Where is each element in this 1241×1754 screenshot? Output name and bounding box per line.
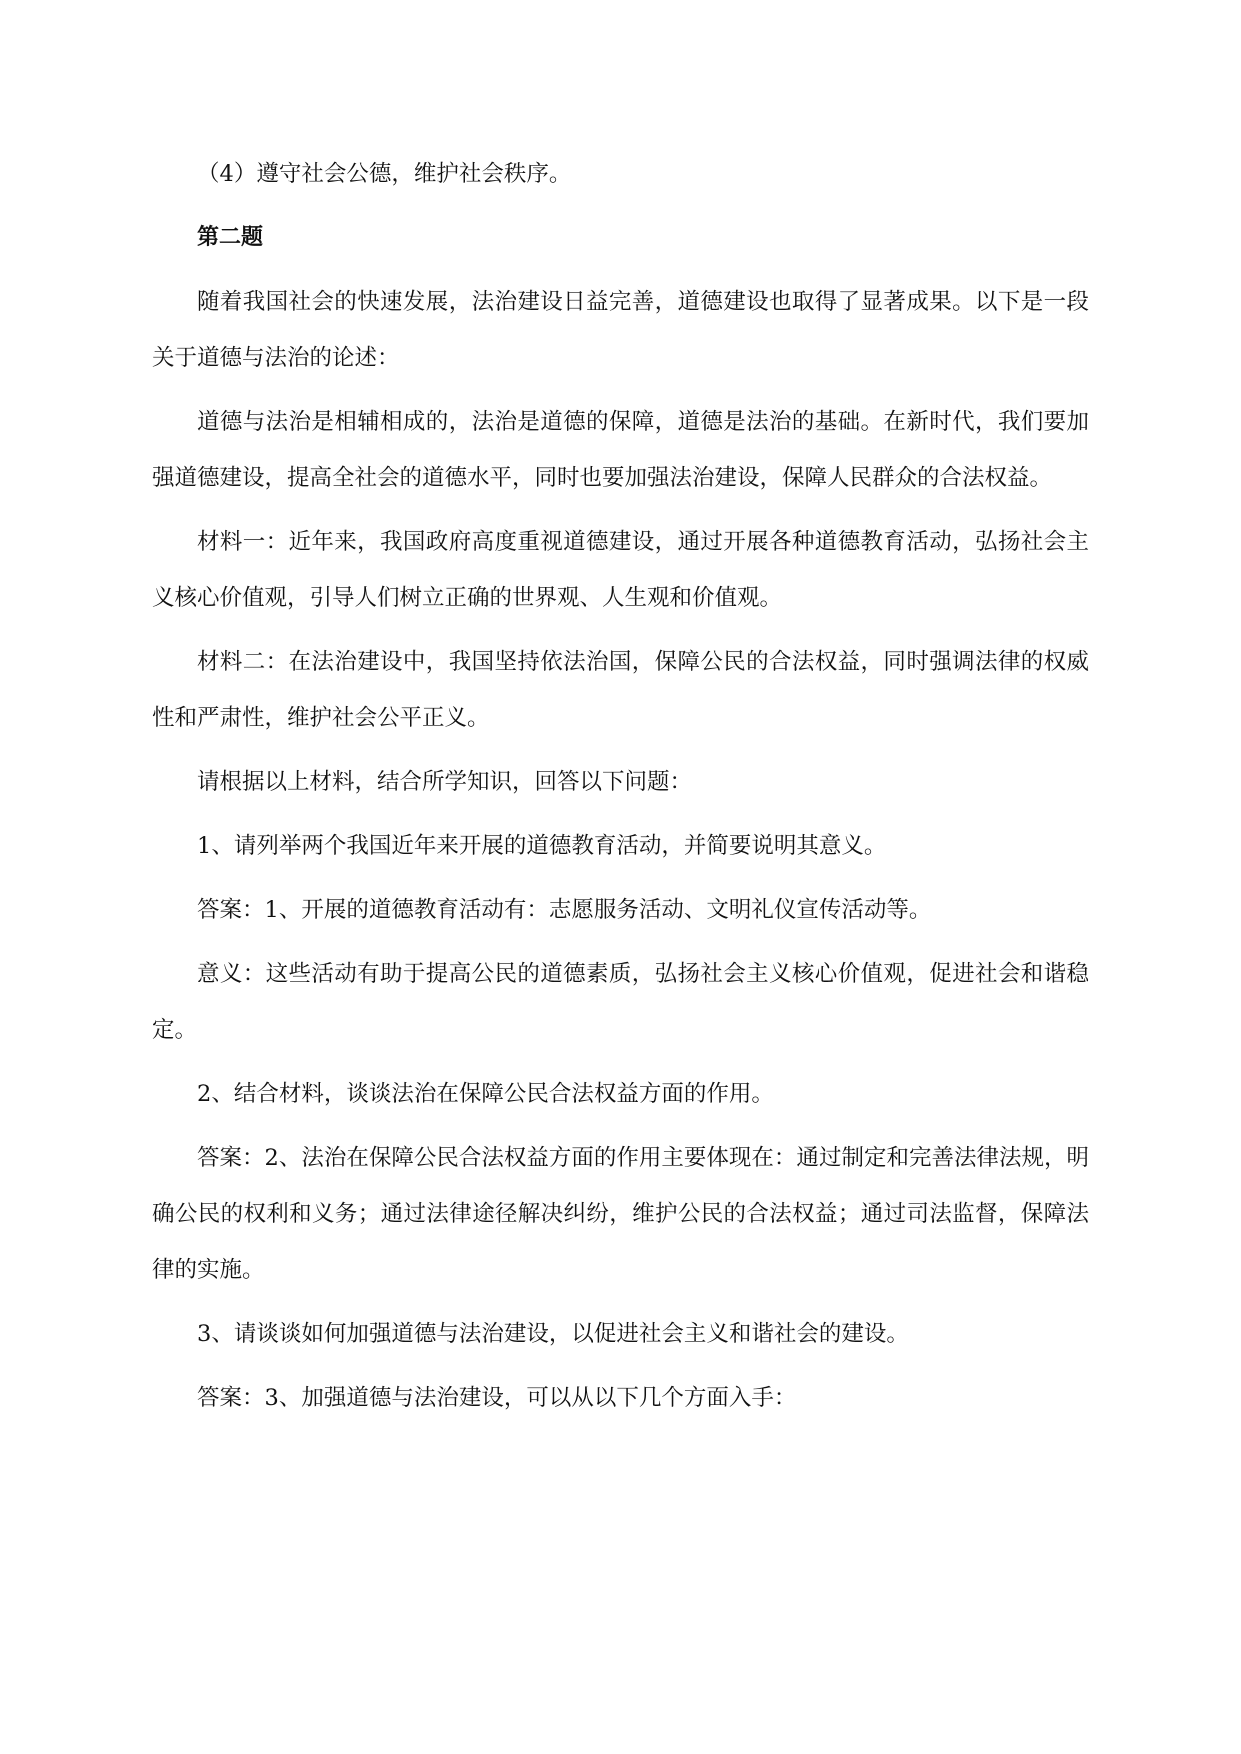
question-one: 1、请列举两个我国近年来开展的道德教育活动，并简要说明其意义。 — [197, 833, 887, 859]
material-two-paragraph: 材料二：在法治建设中，我国坚持依法治国，保障公民的合法权益，同时强调法律的权威性和严肃性，维护社会公平正义。 — [152, 649, 1089, 731]
material-one-paragraph: 材料一：近年来，我国政府高度重视道德建设，通过开展各种道德教育活动，弘扬社会主义核心价值观，引导人们树立正确的世界观、人生观和价值观。 — [152, 529, 1089, 611]
question-three: 3、请谈谈如何加强道德与法治建设，以促进社会主义和谐社会的建设。 — [197, 1321, 909, 1347]
answer-three: 答案：3、加强道德与法治建设，可以从以下几个方面入手： — [197, 1385, 797, 1411]
list-item-4: （4）遵守社会公德，维护社会秩序。 — [197, 161, 572, 187]
question-two: 2、结合材料，谈谈法治在保障公民合法权益方面的作用。 — [197, 1081, 774, 1107]
answer-one-meaning: 意义：这些活动有助于提高公民的道德素质，弘扬社会主义核心价值观，促进社会和谐稳定。 — [152, 961, 1089, 1043]
answer-one: 答案：1、开展的道德教育活动有：志愿服务活动、文明礼仪宣传活动等。 — [197, 897, 932, 923]
document-body — [152, 146, 1089, 1434]
instruction-paragraph: 请根据以上材料，结合所学知识，回答以下问题： — [197, 769, 693, 795]
intro-paragraph: 随着我国社会的快速发展，法治建设日益完善，道德建设也取得了显著成果。以下是一段关于道德与法治的论述： — [152, 289, 1089, 371]
section-heading: 第二题 — [197, 225, 264, 250]
answer-two: 答案：2、法治在保障公民合法权益方面的作用主要体现在：通过制定和完善法律法规，明确公民的权利和义务；通过法律途径解决纠纷，维护公民的合法权益；通过司法监督，保障法律的实施。 — [152, 1145, 1089, 1283]
statement-paragraph: 道德与法治是相辅相成的，法治是道德的保障，道德是法治的基础。在新时代，我们要加强道德建设，提高全社会的道德水平，同时也要加强法治建设，保障人民群众的合法权益。 — [152, 409, 1089, 491]
